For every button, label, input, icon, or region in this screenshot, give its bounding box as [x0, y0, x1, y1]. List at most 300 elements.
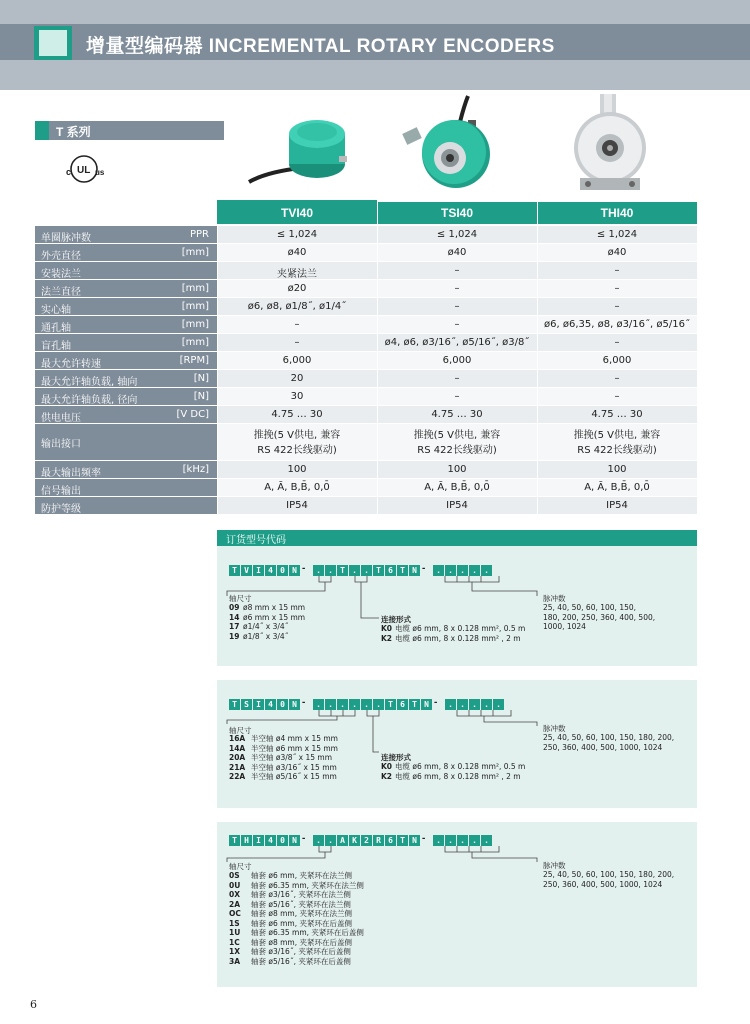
- spec-row-label: [35, 461, 217, 478]
- order-code-box: .: [457, 699, 468, 710]
- spec-row-label: [35, 334, 217, 351]
- tsi-shaft-title: 轴尺寸: [229, 726, 252, 735]
- spec-unit: [mm]: [181, 283, 209, 294]
- order-code-box: 4: [265, 565, 276, 576]
- spec-unit: [RPM]: [179, 355, 209, 366]
- spec-unit: [V DC]: [176, 409, 209, 420]
- spec-cell: [537, 424, 697, 460]
- option-code: 17: [229, 622, 240, 631]
- spec-row-label: [35, 370, 217, 387]
- option-item: [229, 890, 351, 900]
- spec-cell: ≤ 1,024: [537, 226, 697, 243]
- spec-separator: [217, 226, 218, 243]
- spec-separator: [377, 316, 378, 333]
- spec-row: [35, 262, 697, 279]
- spec-separator: [537, 280, 538, 297]
- order-code-box: .: [481, 699, 492, 710]
- option-item: 250, 360, 400, 500, 1000, 1024: [543, 742, 663, 752]
- option-item: [229, 938, 352, 948]
- option-code: 1C: [229, 937, 240, 947]
- option-code: K0: [381, 762, 393, 771]
- option-text: 轴套 ø6 mm, 夹紧环在后盖侧: [251, 918, 353, 928]
- order-code-box: .: [349, 565, 360, 576]
- order-code-box: .: [469, 699, 480, 710]
- spec-name: 实心轴: [41, 305, 71, 316]
- spec-cell: 夹紧法兰: [217, 262, 377, 279]
- order-code-box: T: [385, 699, 396, 710]
- spec-name: 外壳直径: [41, 251, 81, 262]
- order-code-box: .: [469, 835, 480, 846]
- order-code-box: .: [349, 699, 360, 710]
- order-code-box: .: [481, 565, 492, 576]
- spec-separator: [377, 334, 378, 351]
- order-code-dash: -: [302, 697, 306, 708]
- option-item: [229, 881, 364, 891]
- option-item: [229, 734, 338, 744]
- option-item: [229, 772, 337, 782]
- spec-cell: –: [537, 334, 697, 351]
- option-text: ø1/4˝ x 3/4˝: [243, 622, 289, 631]
- order-code-box: T: [337, 565, 348, 576]
- spec-cell-line: 推挽(5 V供电, 兼容: [253, 430, 341, 441]
- ul-main-text: UL: [77, 165, 91, 176]
- order-code-dash: -: [434, 697, 438, 708]
- spec-row: [35, 244, 697, 261]
- spec-separator: [377, 226, 378, 243]
- spec-cell: 4.75 … 30: [377, 406, 537, 423]
- spec-separator: [377, 461, 378, 478]
- option-text: 半空轴 ø4 mm x 15 mm: [251, 734, 338, 743]
- order-code-box: .: [325, 565, 336, 576]
- spec-cell: 100: [537, 461, 697, 478]
- ul-us-text: us: [95, 168, 105, 177]
- spec-cell: –: [217, 334, 377, 351]
- option-code: 1S: [229, 918, 240, 928]
- order-code-box: .: [481, 835, 492, 846]
- spec-separator: [377, 497, 378, 514]
- column-separator: [377, 202, 378, 224]
- spec-separator: [217, 334, 218, 351]
- spec-separator: [217, 316, 218, 333]
- spec-cell: ≤ 1,024: [377, 226, 537, 243]
- spec-separator: [377, 406, 378, 423]
- spec-separator: [537, 226, 538, 243]
- order-code-box: .: [445, 835, 456, 846]
- spec-cell: [377, 424, 537, 460]
- option-item: [229, 753, 332, 763]
- option-code: 14A: [229, 743, 246, 753]
- spec-cell: 100: [377, 461, 537, 478]
- spec-cell: –: [537, 370, 697, 387]
- spec-cell: IP54: [377, 497, 537, 514]
- spec-row-label: [35, 479, 217, 496]
- option-text: 半空轴 ø5/16˝ x 15 mm: [251, 772, 337, 781]
- spec-cell: 30: [217, 388, 377, 405]
- spec-separator: [377, 280, 378, 297]
- order-code-box: I: [253, 565, 264, 576]
- option-item: 25, 40, 50, 60, 100, 150, 180, 200,: [543, 870, 675, 879]
- spec-row: [35, 280, 697, 297]
- spec-cell: ø20: [217, 280, 377, 297]
- order-code-box: 0: [277, 835, 288, 846]
- option-item: [229, 622, 288, 632]
- spec-cell: –: [377, 298, 537, 315]
- option-item: [229, 744, 338, 754]
- spec-separator: [217, 352, 218, 369]
- spec-name: 最大允许轴负载, 径向: [41, 395, 138, 406]
- option-item: 250, 360, 400, 500, 1000, 1024: [543, 879, 663, 889]
- option-code: 3A: [229, 956, 241, 966]
- order-code-box: 0: [277, 699, 288, 710]
- option-item: [381, 634, 521, 644]
- option-item: [229, 613, 305, 623]
- thi-ppr-title: 脉冲数: [543, 861, 566, 870]
- spec-cell: ø4, ø6, ø3/16˝, ø5/16˝, ø3/8˝: [377, 334, 537, 351]
- option-code: 0U: [229, 880, 241, 890]
- order-code-box: N: [421, 699, 432, 710]
- spec-row-label: [35, 244, 217, 261]
- option-text: 轴套 ø8 mm, 夹紧环在后盖侧: [251, 937, 353, 947]
- order-code-box: .: [361, 565, 372, 576]
- option-code: 0X: [229, 890, 241, 899]
- ul-certification-icon: [62, 154, 106, 184]
- option-item: [229, 957, 351, 967]
- spec-row: [35, 497, 697, 514]
- option-item: [229, 603, 305, 613]
- thi40-product-image: [556, 92, 666, 200]
- spec-cell: ø6, ø8, ø1/8˝, ø1/4˝: [217, 298, 377, 315]
- spec-separator: [217, 424, 218, 460]
- order-code-dash: -: [422, 833, 426, 844]
- order-code-box: .: [493, 699, 504, 710]
- spec-cell: ≤ 1,024: [217, 226, 377, 243]
- spec-cell: 4.75 … 30: [537, 406, 697, 423]
- spec-unit: [mm]: [181, 319, 209, 330]
- spec-row-label: [35, 316, 217, 333]
- order-code-box: T: [409, 699, 420, 710]
- order-code-box: N: [289, 835, 300, 846]
- column-header-tvi40: TVI40: [280, 206, 313, 220]
- order-code-box: .: [457, 565, 468, 576]
- order-code-box: T: [397, 835, 408, 846]
- option-text: ø8 mm x 15 mm: [243, 603, 306, 612]
- spec-separator: [537, 497, 538, 514]
- option-text: ø1/8˝ x 3/4˝: [243, 631, 289, 641]
- option-code: 16A: [229, 734, 246, 743]
- order-code-dash: -: [302, 833, 306, 844]
- spec-name: 单圈脉冲数: [41, 233, 91, 244]
- spec-unit: PPR: [189, 229, 209, 240]
- order-code-box: N: [289, 565, 300, 576]
- spec-cell: IP54: [537, 497, 697, 514]
- spec-name: 最大允许转速: [41, 359, 101, 370]
- order-code-box: 0: [277, 565, 288, 576]
- spec-name: 通孔轴: [41, 323, 71, 334]
- option-item: [381, 772, 521, 782]
- order-code-header: [217, 530, 697, 546]
- spec-separator: [537, 334, 538, 351]
- spec-separator: [377, 262, 378, 279]
- order-code-box: .: [325, 835, 336, 846]
- order-code-box: 6: [397, 699, 408, 710]
- spec-row-label: [35, 298, 217, 315]
- page-number: 6: [30, 998, 37, 1011]
- spec-cell: 6,000: [377, 352, 537, 369]
- order-code-box: .: [433, 565, 444, 576]
- order-code-box: .: [325, 699, 336, 710]
- spec-row-label: [35, 497, 217, 514]
- spec-row-label: [35, 280, 217, 297]
- spec-row-label: [35, 424, 217, 460]
- order-code-box: T: [229, 699, 240, 710]
- spec-separator: [537, 370, 538, 387]
- thi-shaft-title: 轴尺寸: [229, 862, 252, 871]
- spec-separator: [377, 244, 378, 261]
- spec-name: 盲孔轴: [41, 341, 71, 352]
- spec-separator: [377, 298, 378, 315]
- order-code-dash: -: [422, 563, 426, 574]
- tvi-shaft-title: 轴尺寸: [229, 594, 252, 603]
- spec-cell: –: [377, 388, 537, 405]
- option-text: 电缆 ø6 mm, 8 x 0.128 mm² , 2 m: [395, 633, 521, 643]
- spec-separator: [217, 388, 218, 405]
- spec-separator: [217, 406, 218, 423]
- spec-cell: [217, 424, 377, 460]
- option-item: 25, 40, 50, 60, 100, 150, 180, 200,: [543, 733, 675, 742]
- spec-separator: [537, 298, 538, 315]
- option-text: 轴套 ø8 mm, 夹紧环在法兰侧: [251, 909, 353, 918]
- option-text: 电缆 ø6 mm, 8 x 0.128 mm², 0.5 m: [395, 762, 526, 771]
- option-text: 轴套 ø5/16˝, 夹紧环在法兰侧: [251, 899, 351, 909]
- spec-name: 安装法兰: [41, 269, 81, 280]
- spec-cell: 100: [217, 461, 377, 478]
- spec-separator: [217, 497, 218, 514]
- order-code-box: H: [241, 835, 252, 846]
- spec-row-label: [35, 388, 217, 405]
- spec-row: [35, 352, 697, 369]
- option-code: 20A: [229, 753, 246, 762]
- spec-row-label: [35, 262, 217, 279]
- spec-row: [35, 388, 697, 405]
- spec-unit: [mm]: [181, 337, 209, 348]
- option-code: 0S: [229, 871, 240, 880]
- spec-separator: [537, 316, 538, 333]
- spec-cell: IP54: [217, 497, 377, 514]
- order-code-box: 4: [265, 699, 276, 710]
- ul-c-text: c: [66, 167, 72, 177]
- order-code-box: N: [289, 699, 300, 710]
- spec-row: [35, 298, 697, 315]
- option-text: 半空轴 ø3/16˝ x 15 mm: [251, 762, 337, 772]
- order-code-box: T: [373, 565, 384, 576]
- order-code-box: .: [313, 835, 324, 846]
- option-item: [229, 919, 352, 929]
- order-code-box: .: [337, 699, 348, 710]
- option-item: [229, 909, 352, 919]
- header-square-inner: [39, 30, 67, 56]
- spec-unit: [N]: [193, 373, 209, 384]
- tsi-conn-title: 连接形式: [381, 753, 411, 762]
- spec-name: 信号输出: [41, 486, 81, 497]
- spec-unit: [kHz]: [182, 464, 209, 475]
- spec-separator: [537, 479, 538, 496]
- option-text: 电缆 ø6 mm, 8 x 0.128 mm², 0.5 m: [395, 624, 526, 633]
- spec-separator: [377, 370, 378, 387]
- option-text: 半空轴 ø6 mm x 15 mm: [251, 743, 338, 753]
- spec-row: [35, 334, 697, 351]
- spec-cell-line: 推挽(5 V供电, 兼容: [413, 430, 501, 441]
- tsi40-product-image: [398, 92, 506, 200]
- order-code-box: .: [457, 835, 468, 846]
- option-item: [229, 763, 337, 773]
- spec-separator: [377, 424, 378, 460]
- spec-row-label: [35, 352, 217, 369]
- option-item: 180, 200, 250, 360, 400, 500,: [543, 612, 656, 622]
- option-item: [229, 947, 351, 957]
- option-code: 19: [229, 631, 240, 641]
- spec-name: 供电电压: [41, 413, 81, 424]
- option-item: 25, 40, 50, 60, 100, 150,: [543, 603, 637, 612]
- spec-separator: [537, 461, 538, 478]
- tvi40-product-image: [243, 96, 361, 196]
- order-code-box: 2: [361, 835, 372, 846]
- option-item: [381, 624, 525, 634]
- option-code: 2A: [229, 899, 241, 909]
- tvi-ppr-title: 脉冲数: [543, 594, 566, 603]
- page-title: 增量型编码器 INCREMENTAL ROTARY ENCODERS: [86, 36, 555, 57]
- spec-row: [35, 370, 697, 387]
- spec-name: 法兰直径: [41, 287, 81, 298]
- order-code-box: 6: [385, 565, 396, 576]
- spec-name: 输出接口: [41, 439, 81, 450]
- spec-row: [35, 406, 697, 423]
- option-item: [229, 928, 364, 938]
- spec-row: [35, 226, 697, 243]
- spec-cell: –: [377, 262, 537, 279]
- order-code-box: T: [397, 565, 408, 576]
- option-text: 轴套 ø6 mm, 夹紧环在法兰侧: [251, 871, 353, 880]
- spec-cell: A, Ā, B,B̄, 0,0̄: [217, 479, 377, 496]
- spec-name: 防护等级: [41, 504, 81, 515]
- option-text: 轴套 ø5/16˝, 夹紧环在后盖侧: [251, 956, 351, 966]
- spec-name: 最大输出频率: [41, 468, 101, 479]
- spec-cell: 6,000: [217, 352, 377, 369]
- order-code-box: N: [409, 565, 420, 576]
- order-code-title: 订货型号代码: [226, 535, 286, 546]
- spec-separator: [537, 352, 538, 369]
- order-code-box: 6: [385, 835, 396, 846]
- spec-cell: A, Ā, B,B̄, 0,0̄: [537, 479, 697, 496]
- series-label: T 系列: [56, 125, 91, 139]
- order-code-box: .: [313, 699, 324, 710]
- option-code: 21A: [229, 762, 246, 772]
- option-code: 1X: [229, 947, 241, 956]
- spec-separator: [377, 388, 378, 405]
- column-separator: [537, 202, 538, 224]
- spec-cell: 4.75 … 30: [217, 406, 377, 423]
- spec-separator: [537, 244, 538, 261]
- spec-cell: –: [217, 316, 377, 333]
- spec-separator: [217, 280, 218, 297]
- option-item: [229, 900, 351, 910]
- spec-separator: [217, 479, 218, 496]
- spec-cell: ø40: [217, 244, 377, 261]
- order-code-box: .: [445, 565, 456, 576]
- option-text: 电缆 ø6 mm, 8 x 0.128 mm² , 2 m: [395, 771, 521, 781]
- option-text: 轴套 ø3/16˝, 夹紧环在后盖侧: [251, 947, 351, 956]
- order-code-box: .: [373, 699, 384, 710]
- order-code-box: T: [229, 565, 240, 576]
- column-header-tsi40: TSI40: [440, 206, 473, 220]
- option-text: 轴套 ø3/16˝, 夹紧环在法兰侧: [251, 890, 351, 899]
- option-text: 轴套 ø6.35 mm, 夹紧环在后盖侧: [251, 928, 364, 937]
- order-code-box: R: [373, 835, 384, 846]
- spec-cell-line: RS 422长线驱动): [257, 445, 337, 456]
- order-code-box: T: [229, 835, 240, 846]
- order-code-box: A: [337, 835, 348, 846]
- spec-cell: 20: [217, 370, 377, 387]
- spec-separator: [377, 479, 378, 496]
- option-item: [229, 871, 352, 881]
- option-code: K2: [381, 633, 393, 643]
- option-code: 09: [229, 603, 240, 612]
- order-code-box: I: [253, 835, 264, 846]
- tvi-conn-title: 连接形式: [381, 615, 411, 624]
- spec-cell: –: [537, 388, 697, 405]
- spec-row-label: [35, 406, 217, 423]
- option-item: [381, 762, 525, 772]
- spec-row: [35, 479, 697, 496]
- spec-cell: –: [377, 316, 537, 333]
- order-code-box: .: [469, 565, 480, 576]
- spec-name: 最大允许轴负载, 轴向: [41, 377, 138, 388]
- spec-cell-line: RS 422长线驱动): [577, 445, 657, 456]
- spec-cell: ø6, ø6,35, ø8, ø3/16˝, ø5/16˝: [537, 316, 697, 333]
- order-code-box: V: [241, 565, 252, 576]
- option-code: 14: [229, 612, 240, 622]
- option-code: K2: [381, 771, 393, 781]
- spec-separator: [537, 406, 538, 423]
- spec-row: [35, 316, 697, 333]
- spec-unit: [mm]: [181, 301, 209, 312]
- option-code: K0: [381, 624, 393, 633]
- spec-separator: [217, 370, 218, 387]
- order-code-box: .: [445, 699, 456, 710]
- option-text: 半空轴 ø3/8˝ x 15 mm: [251, 753, 333, 762]
- option-item: [229, 632, 288, 642]
- spec-separator: [217, 461, 218, 478]
- spec-row: [35, 461, 697, 478]
- order-code-box: I: [253, 699, 264, 710]
- order-code-box: N: [409, 835, 420, 846]
- order-code-dash: -: [302, 563, 306, 574]
- spec-cell: –: [537, 298, 697, 315]
- series-marker: [35, 121, 49, 140]
- spec-cell-line: 推挽(5 V供电, 兼容: [573, 430, 661, 441]
- option-code: 1U: [229, 928, 241, 937]
- order-code-box: .: [361, 699, 372, 710]
- spec-cell: –: [537, 280, 697, 297]
- spec-cell: –: [377, 280, 537, 297]
- spec-cell: 6,000: [537, 352, 697, 369]
- spec-unit: [N]: [193, 391, 209, 402]
- order-code-box: .: [433, 835, 444, 846]
- order-code-box: K: [349, 835, 360, 846]
- spec-unit: [mm]: [181, 247, 209, 258]
- spec-separator: [537, 424, 538, 460]
- option-code: 22A: [229, 772, 246, 781]
- column-header-thi40: THI40: [600, 206, 634, 220]
